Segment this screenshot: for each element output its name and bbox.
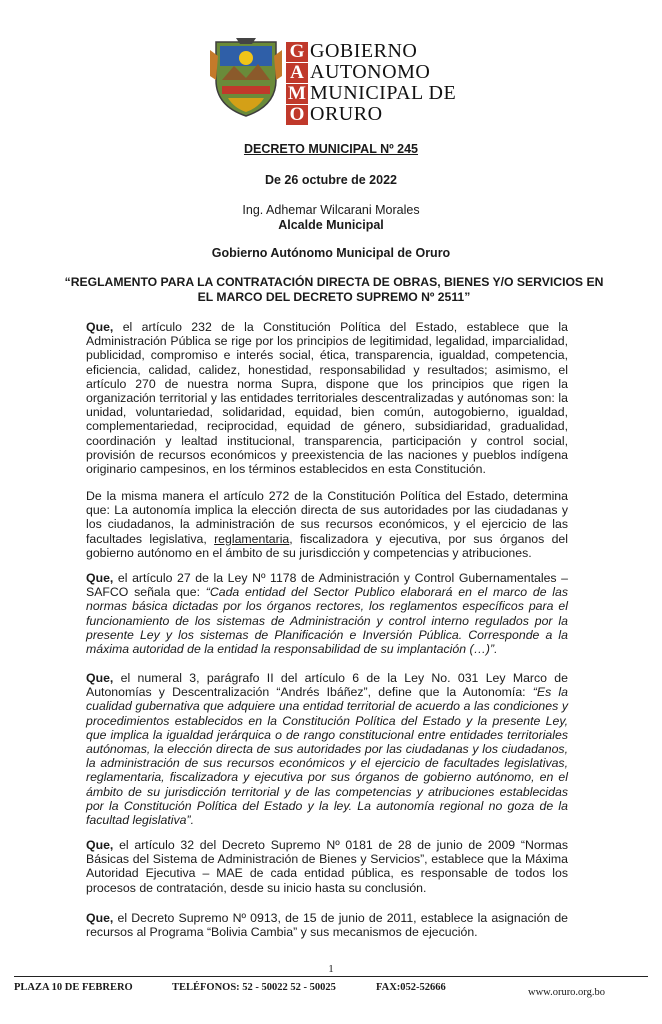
decree-date: De 26 octubre de 2022 [264,173,397,187]
footer-phones: TELÉFONOS: 52 - 50022 52 - 50025 [172,982,336,993]
footer-address: PLAZA 10 DE FEBRERO [14,982,133,993]
legal-quote: “Cada entidad del Sector Publico elaborará en el marco de las normas básica dictadas por los órganos rectores, los reglamentos específicos para el funcionamiento de los sistemas de Administración y control interno regulados por la presente Ley y los sistemas de Planificación e Inversión Pública. Corresponde a la máxima autoridad de la entidad la responsabilidad de su implantación (…)”. [86,585,568,657]
logo-word: AUTONOMO [310,61,431,83]
paragraph-lead: Que, [86,671,114,685]
paragraph-text: , fiscalizadora y ejecutiva, por sus órganos del gobierno autónomo en el ámbito de su jurisdicción y competencias y atribuciones. [86,531,568,560]
logo-word: MUNICIPAL DE [310,82,457,104]
paragraph-lead: Que, [86,911,114,925]
paragraph-text: el numeral 3, parágrafo II del artículo 6 de la Ley No. 031 Ley Marco de Autonomías y Descentralización “Andrés Ibáñez”, define que la Autonomía: [86,671,568,700]
considerando-paragraph [86,571,568,656]
logo-letter: O [286,105,308,125]
logo-acronym [286,42,312,126]
coat-of-arms-icon [208,36,284,118]
page-number: 1 [328,963,334,975]
logo-wordmark [310,41,456,125]
footer-fax: FAX:052-52666 [376,982,446,993]
logo-word: ORURO [310,103,383,125]
footer-divider [14,976,648,977]
logo-letter: M [286,84,308,104]
underlined-term: reglamentaria [214,531,290,546]
logo-letter: A [286,63,308,83]
decree-title: DECRETO MUNICIPAL Nº 245 [243,142,419,156]
paragraph-text: el artículo 232 de la Constitución Política del Estado, establece que la Administración Pública se rige por los principios de legitimidad, legalidad, imparcialidad, publicidad, compromiso e interés social, ética, transparencia, igualdad, competencia, eficiencia, calidad, calidez, honestidad, responsabilidad y resultados; asimismo, el artículo 270 de nuestra norma Supra, dispone que los principios que rigen la organización territorial y las entidades territoriales descentralizadas y autónomas son: la unidad, voluntariedad, solidaridad, equidad, bien común, autogobierno, igualdad, complementariedad, reciprocidad, equidad de género, subsidiaridad, gradualidad, coordinación y lealtad institucional, transparencia, participación y control social, provisión de recursos económicos y preexistencia de las naciones y pueblos indígena originario campesinos, en los términos establecidos en esta Constitución. [86,320,568,477]
paragraph-lead: Que, [86,571,114,585]
letterhead [208,36,457,126]
paragraph-text: el Decreto Supremo Nº 0913, de 15 de junio de 2011, establece la asignación de recursos al Programa “Bolivia Cambia” y sus mecanismos de ejecución. [86,911,568,940]
considerando-paragraph [86,838,568,895]
considerando-paragraph [86,911,568,939]
paragraph-text: el artículo 32 del Decreto Supremo Nº 0181 de 28 de junio de 2009 “Normas Básicas del Sistema de Administración de Bienes y Servicios”, establece que la Máxima Autoridad Ejecutiva – MAE de cada entidad pública, es responsable de todos los procesos de contratación, desde su inicio hasta su conclusión. [86,838,568,895]
paragraph-text: De la misma manera el artículo 272 de la Constitución Política del Estado, determina que: La autonomía implica la elección directa de sus autoridades por las ciudadanas y los ciudadanos, la administración de sus recursos económicos, y el ejercicio de las facultades legislativa, [86,489,568,546]
mayor-name: Ing. Adhemar Wilcarani Morales [242,203,420,217]
legal-quote: “Es la cualidad gubernativa que adquiere una entidad territorial de acuerdo a las condiciones y procedimientos establecidos en la Constitución Política del Estado y la presente Ley, que implica la igualdad jerárquica o de rango constitucional entre entidades territoriales autónomas, la elección directa de sus autoridades por las ciudadanas y los ciudadanos, la administración de sus recursos económicos y el ejercicio de facultades legislativas, reglamentaria, fiscalizadora y ejecutiva por sus órganos de gobierno autónomo, en el ámbito de su jurisdicción territorial y de las competencias y atribuciones establecidas por la Constitución Política del Estado y la ley. La autonomía regional no goza de la facultad legislativa”. [86,685,568,828]
paragraph-lead: Que, [86,320,114,334]
logo-letter: G [286,42,308,62]
regulation-title: “REGLAMENTO PARA LA CONTRATACIÓN DIRECTA DE OBRAS, BIENES Y/O SERVICIOS EN EL MARCO DEL DECRETO SUPREMO Nº 2511” [64,275,604,304]
footer-website: www.oruro.org.bo [528,987,605,998]
mayor-role: Alcalde Municipal [278,218,384,232]
considerando-paragraph [86,320,568,476]
government-name: Gobierno Autónomo Municipal de Oruro [211,246,451,260]
paragraph-lead: Que, [86,838,114,852]
considerando-paragraph [86,671,568,827]
considerando-paragraph [86,489,568,560]
paragraph-text: el artículo 27 de la Ley Nº 1178 de Administración y Control Gubernamentales – SAFCO señala que: [86,571,568,600]
logo-word: GOBIERNO [310,40,418,62]
